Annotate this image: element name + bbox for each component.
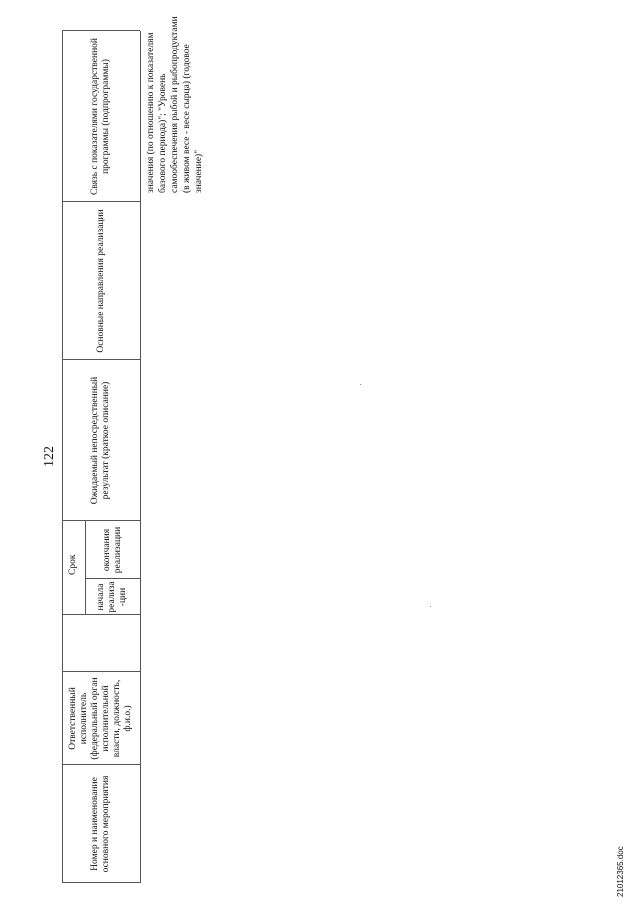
header-term-start: начала реализа-ции (96, 581, 128, 613)
document-code: 21012365.doc (616, 846, 625, 897)
page-number: 122 (42, 446, 57, 467)
header-link-indicators: Связь с показателями государственной программы (подпрограммы) (90, 37, 111, 196)
header-term: Срок (68, 554, 79, 575)
table-header-bottom-border (140, 31, 141, 883)
link-indicators-cell-text: значения (по отношению к показателям базового периода)"; "Уровень самообеспечения рыбой и рыбопродуктами (в живом весе - весе сырца) (годовое значение)" (146, 16, 204, 193)
scan-speck (430, 606, 431, 607)
header-number-name: Номер и наименование основного мероприятия (90, 775, 111, 873)
header-main-directions: Основные направления реализации (95, 209, 106, 353)
scan-speck (360, 384, 361, 385)
header-term-end: окончания реализации (101, 526, 123, 574)
header-executor: Ответственный исполнитель (федеральный орган исполнительной власти, должность, ф.и.о.) (68, 677, 133, 760)
header-expected-result: Ожидаемый непосредственный результат (краткое описание) (90, 376, 111, 505)
